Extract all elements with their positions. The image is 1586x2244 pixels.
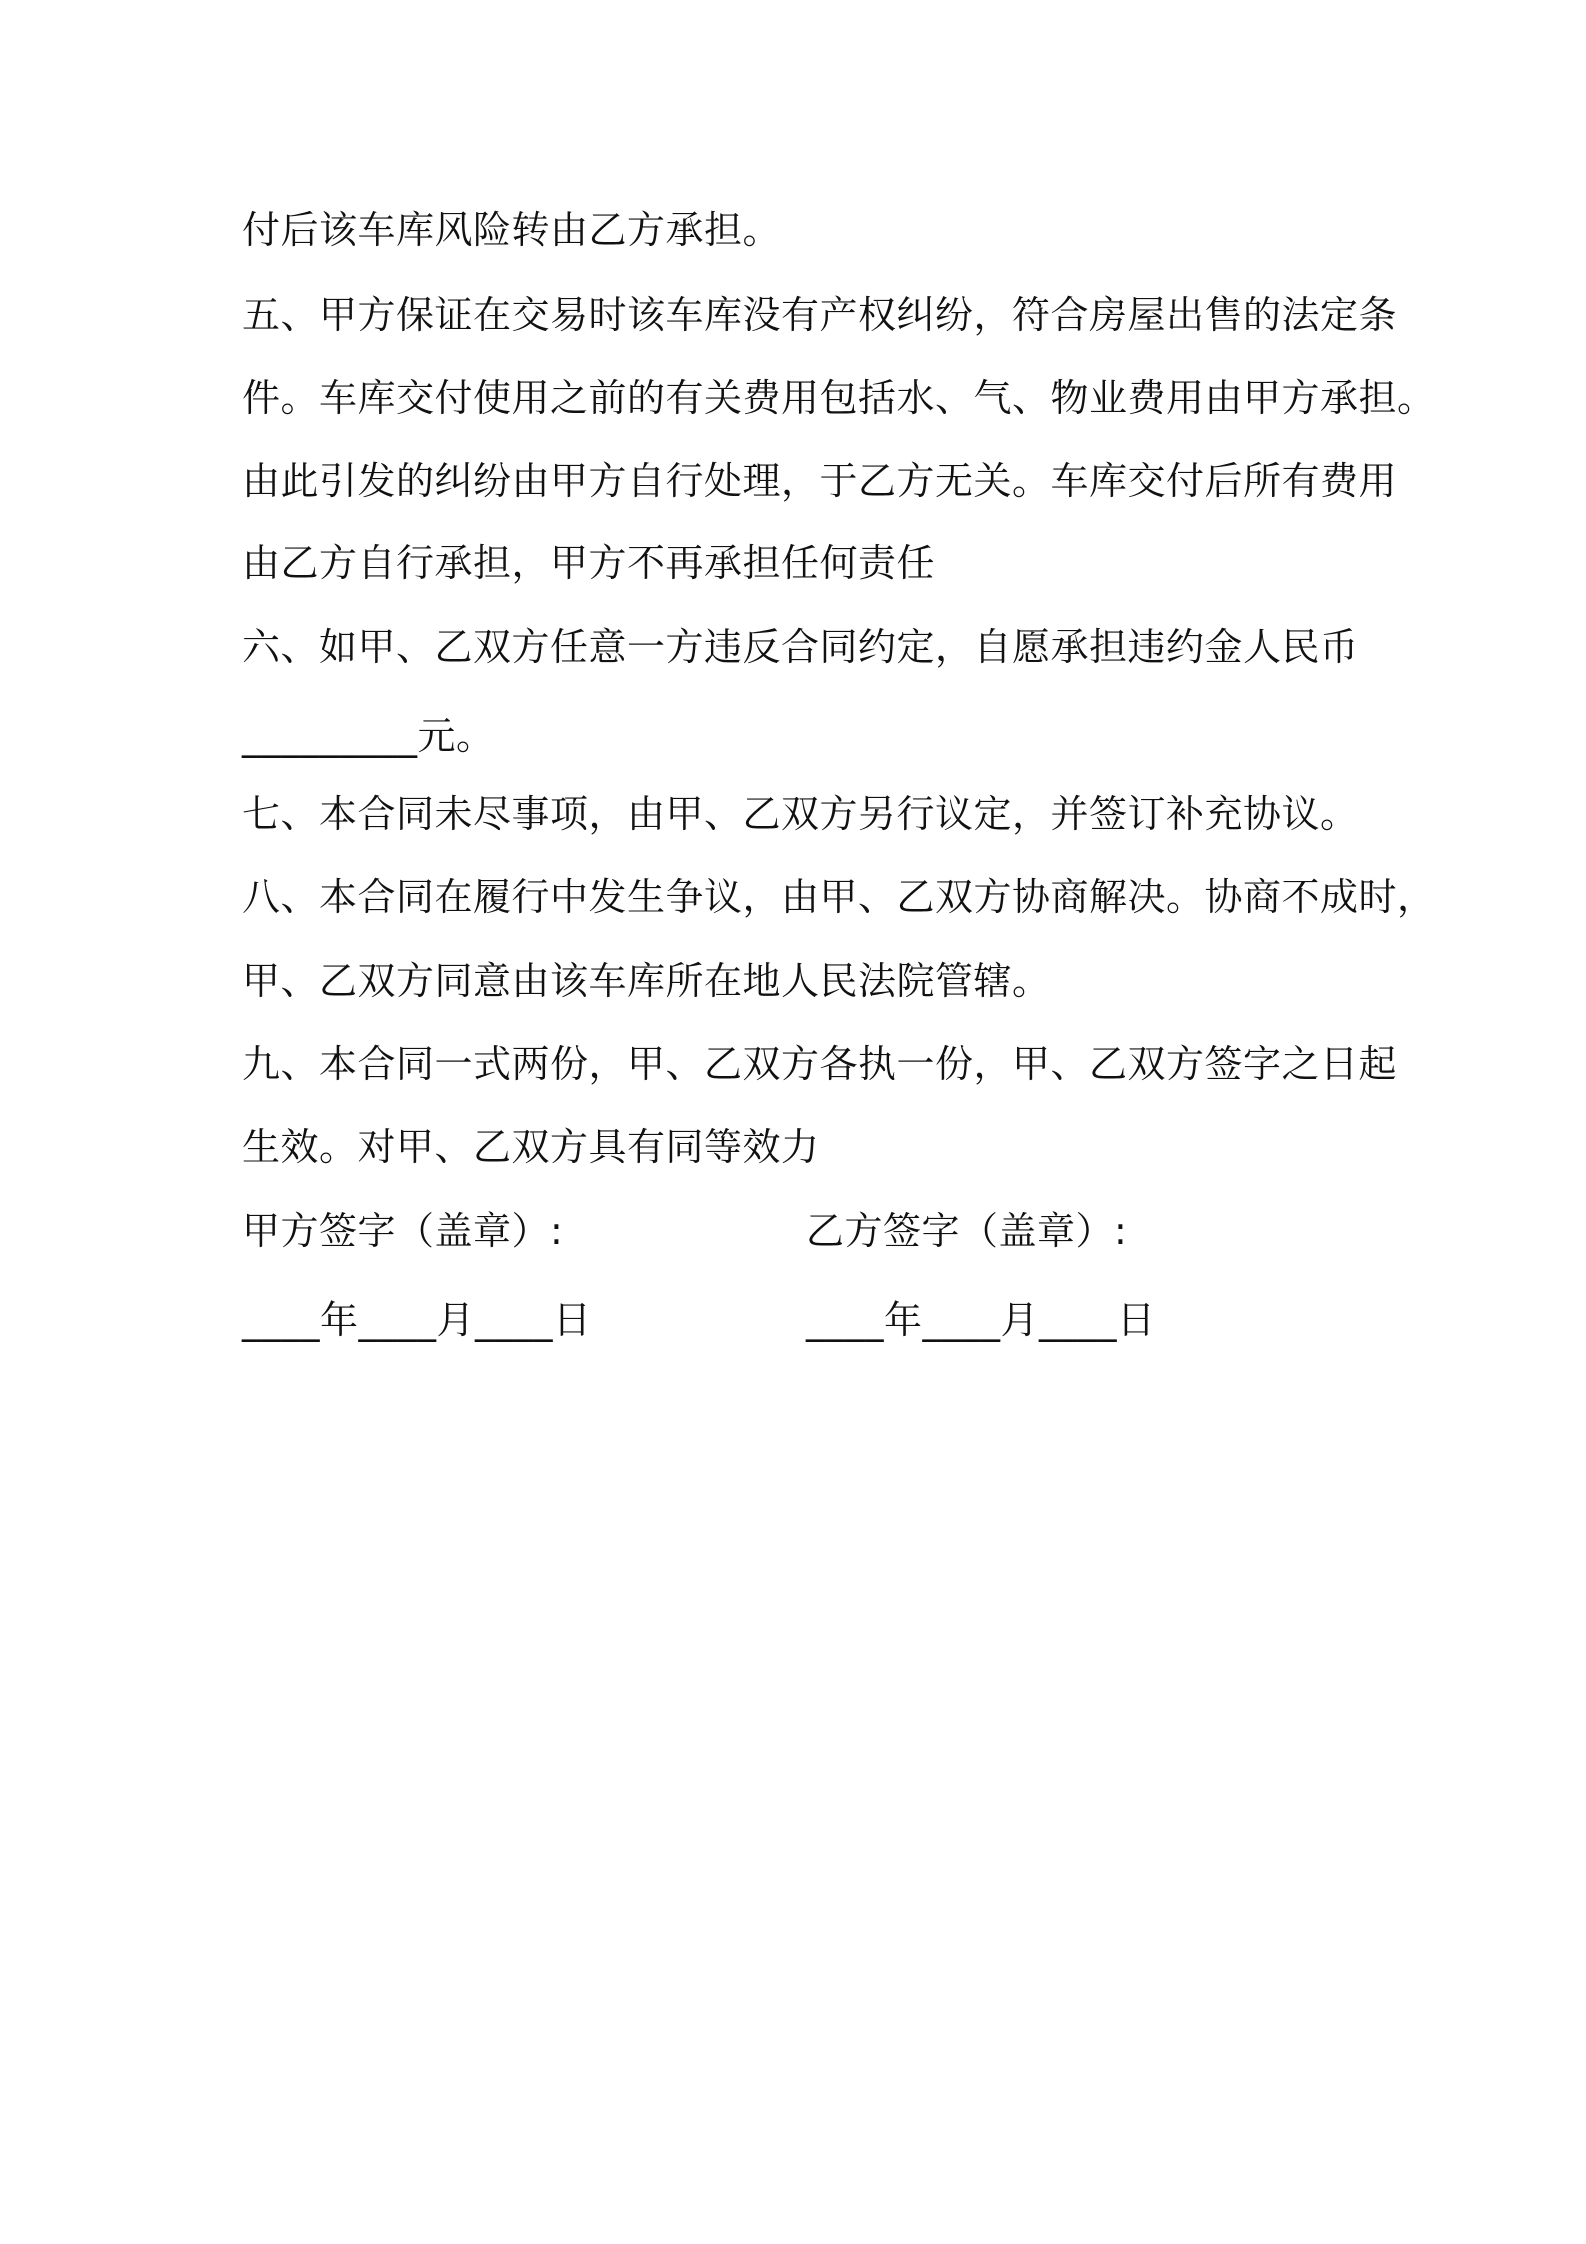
contract-clause-line: 件。车库交付使用之前的有关费用包括水、气、物业费用由甲方承担。 [242,376,1436,420]
party-b-signature-label: 乙方签字（盖章）: [806,1209,1128,1253]
contract-clause-line: 生效。对甲、乙双方具有同等效力 [242,1125,820,1169]
party-a-date-blank: ____年____月____日 [242,1298,592,1342]
penalty-amount-blank: _________元。 [242,714,495,758]
contract-clause-line: 九、本合同一式两份，甲、乙双方各执一份，甲、乙双方签字之日起 [242,1042,1398,1086]
contract-clause-line: 由此引发的纠纷由甲方自行处理，于乙方无关。车库交付后所有费用 [242,459,1398,503]
contract-clause-line: 八、本合同在履行中发生争议，由甲、乙双方协商解决。协商不成时， [242,875,1436,919]
contract-clause-line: 五、甲方保证在交易时该车库没有产权纠纷，符合房屋出售的法定条 [242,293,1398,337]
contract-clause-line: 由乙方自行承担，甲方不再承担任何责任 [242,541,936,585]
contract-clause-line: 六、如甲、乙双方任意一方违反合同约定，自愿承担违约金人民币 [242,625,1359,669]
contract-clause-line: 七、本合同未尽事项，由甲、乙双方另行议定，并签订补充协议。 [242,792,1359,836]
party-b-date-blank: ____年____月____日 [806,1298,1156,1342]
party-a-signature-label: 甲方签字（盖章）: [242,1209,564,1253]
contract-clause-line: 付后该车库风险转由乙方承担。 [242,208,782,252]
contract-clause-line: 甲、乙双方同意由该车库所在地人民法院管辖。 [242,959,1051,1003]
